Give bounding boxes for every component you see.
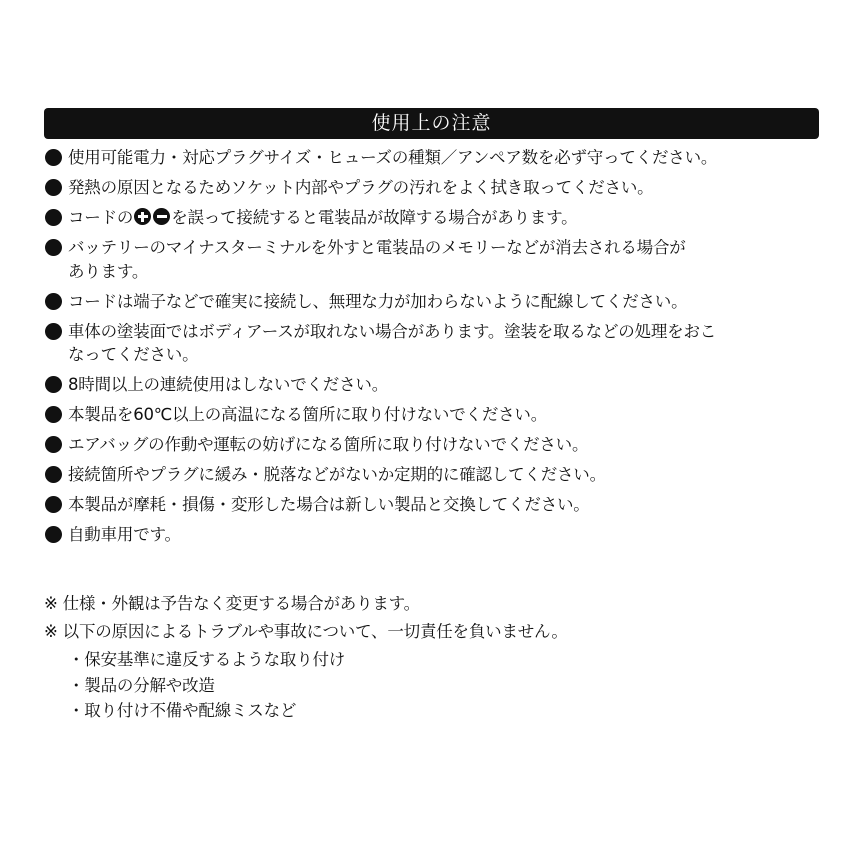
notes-section [44,592,834,725]
note-disclaimer: ※ 以下の原因によるトラブルや事故について、一切責任を負いません。 [44,622,568,641]
disclaimer-item: ・保安基準に違反するような取り付け [68,650,346,669]
caution-text-continued: あります。 [68,261,149,281]
disclaimer-item: ・取り付け不備や配線ミスなど [68,701,297,720]
caution-item [44,290,834,314]
bullet-icon [45,149,62,166]
caution-text: バッテリーのマイナスターミナルを外すと電装品のメモリーなどが消去される場合が [68,238,686,257]
caution-text: 8時間以上の連続使用はしないでください。 [68,375,388,394]
note-spec-change: ※ 仕様・外観は予告なく変更する場合があります。 [44,594,420,613]
bullet-icon [45,406,62,423]
section-title: 使用上の注意 [371,112,492,134]
caution-text: 自動車用です。 [68,525,181,544]
caution-item [44,403,834,427]
caution-text: 使用可能電力・対応プラグサイズ・ヒューズの種類／アンペア数を必ず守ってください。 [68,148,718,167]
minus-circle-icon [153,208,170,225]
bullet-icon [45,436,62,453]
bullet-icon [45,323,62,340]
caution-list [44,146,834,553]
section-header-bar [44,108,819,139]
caution-item [44,236,834,283]
bullet-icon [45,179,62,196]
caution-text: 車体の塗装面ではボディアースが取れない場合があります。塗装を取るなどの処理をおこ [68,321,717,341]
caution-text-before: コードの [68,208,134,227]
caution-item [44,433,834,457]
caution-item [44,176,834,200]
disclaimer-item: ・製品の分解や改造 [68,675,215,695]
caution-item [44,320,834,367]
caution-text: 本製品が摩耗・損傷・変形した場合は新しい製品と交換してください。 [68,495,590,514]
bullet-icon [45,239,62,256]
caution-text: 接続箇所やプラグに緩み・脱落などがないか定期的に確認してください。 [68,465,606,484]
caution-item [44,206,834,230]
caution-text-continued: なってください。 [68,345,199,364]
caution-text-after: を誤って接続すると電装品が故障する場合があります。 [171,208,578,227]
caution-item [44,523,834,547]
caution-item [44,146,834,170]
plus-circle-icon [134,208,151,225]
bullet-icon [45,376,62,393]
caution-item [44,493,834,517]
caution-text: 本製品を60℃以上の高温になる箇所に取り付けないでください。 [68,405,548,424]
bullet-icon [45,466,62,483]
caution-text: コードは端子などで確実に接続し、無理な力が加わらないように配線してください。 [68,291,688,311]
caution-text: エアバッグの作動や運転の妨げになる箇所に取り付けないでください。 [68,435,589,454]
caution-text: 発熱の原因となるためソケット内部やプラグの汚れをよく拭き取ってください。 [68,178,654,197]
caution-item [44,463,834,487]
bullet-icon [45,293,62,310]
bullet-icon [45,496,62,513]
bullet-icon [45,209,62,226]
bullet-icon [45,526,62,543]
caution-item [44,373,834,397]
